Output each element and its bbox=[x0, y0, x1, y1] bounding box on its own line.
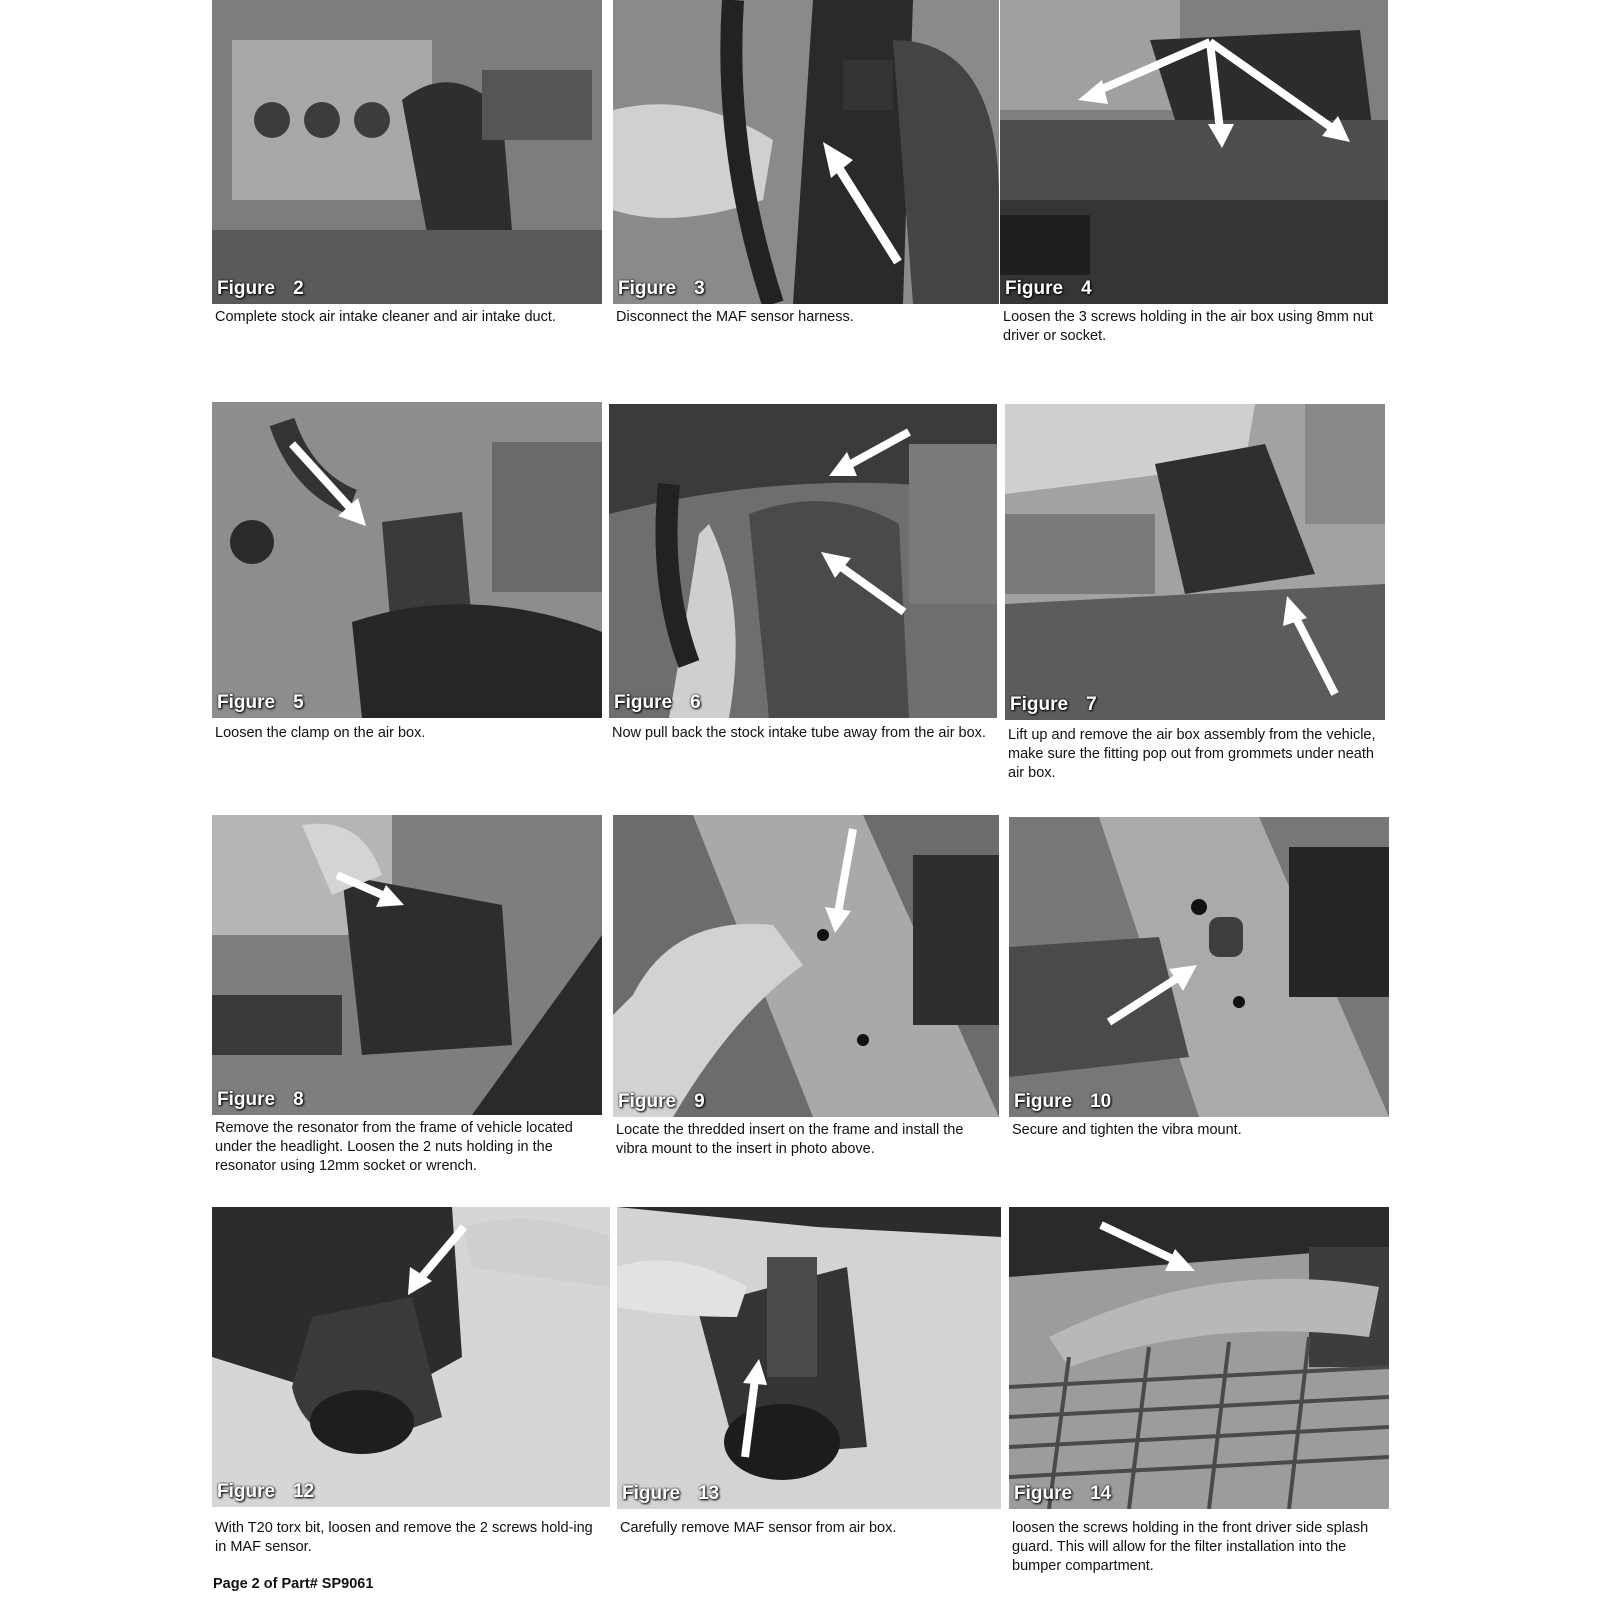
figure-label: Figure bbox=[618, 278, 677, 299]
figure-caption: Loosen the clamp on the air box. bbox=[215, 725, 426, 741]
figure-label: Figure bbox=[1010, 694, 1069, 715]
maf-sensor-photo bbox=[617, 1207, 1001, 1509]
figure-caption: Lift up and remove the air box assembly from the vehicle, make sure the fitting pop out from grommets under neath air box. bbox=[1008, 727, 1376, 781]
figure-number: 7 bbox=[1086, 694, 1097, 715]
figure-label: Figure bbox=[1005, 278, 1064, 299]
air-box-screws-photo bbox=[1000, 0, 1388, 304]
figure-caption: Loosen the 3 screws holding in the air box using 8mm nut driver or socket. bbox=[1003, 309, 1373, 344]
figure-label: Figure bbox=[1014, 1483, 1073, 1504]
figure-number: 14 bbox=[1090, 1483, 1112, 1504]
threaded-insert-photo bbox=[613, 815, 999, 1117]
maf-harness-photo bbox=[613, 0, 999, 304]
figure-number: 12 bbox=[293, 1481, 315, 1502]
figure-label: Figure bbox=[614, 692, 673, 713]
resonator-photo bbox=[212, 815, 602, 1115]
figure-label: Figure bbox=[618, 1091, 677, 1112]
figure-number: 5 bbox=[293, 692, 304, 713]
engine-bay-photo bbox=[212, 0, 602, 304]
figure-number: 3 bbox=[694, 278, 705, 299]
figure-label: Figure bbox=[217, 1481, 276, 1502]
remove-air-box-photo bbox=[1005, 404, 1385, 720]
figure-label: Figure bbox=[1014, 1091, 1073, 1112]
figure-number: 6 bbox=[690, 692, 701, 713]
figure-caption: Disconnect the MAF sensor harness. bbox=[616, 309, 854, 325]
figure-caption: loosen the screws holding in the front driver side splash guard. This will allow for the filter installation into the bumper compartment. bbox=[1012, 1520, 1369, 1574]
figure-label: Figure bbox=[217, 692, 276, 713]
figure-number: 9 bbox=[694, 1091, 705, 1112]
figure-label: Figure bbox=[622, 1483, 681, 1504]
air-box-clamp-photo bbox=[212, 402, 602, 718]
figure-caption: Carefully remove MAF sensor from air box. bbox=[620, 1520, 897, 1536]
torx-screws-photo bbox=[212, 1207, 610, 1507]
figure-number: 4 bbox=[1081, 278, 1092, 299]
figure-caption: Locate the thredded insert on the frame and install the vibra mount to the insert in photo above. bbox=[616, 1122, 964, 1157]
intake-tube-photo bbox=[609, 404, 997, 718]
figure-number: 13 bbox=[698, 1483, 720, 1504]
figure-label: Figure bbox=[217, 1089, 276, 1110]
page-footer: Page 2 of Part# SP9061 bbox=[213, 1576, 374, 1592]
figure-caption: With T20 torx bit, loosen and remove the 2 screws hold-ing in MAF sensor. bbox=[215, 1520, 593, 1555]
figure-caption: Now pull back the stock intake tube away from the air box. bbox=[612, 725, 986, 741]
figure-label: Figure bbox=[217, 278, 276, 299]
figure-number: 10 bbox=[1090, 1091, 1112, 1112]
figure-number: 2 bbox=[293, 278, 304, 299]
figure-caption: Complete stock air intake cleaner and air intake duct. bbox=[215, 309, 556, 325]
figure-caption: Secure and tighten the vibra mount. bbox=[1012, 1122, 1242, 1138]
figure-caption: Remove the resonator from the frame of vehicle located under the headlight. Loosen the 2 nuts holding in the resonator using 12mm socket or wrench. bbox=[215, 1120, 573, 1174]
vibra-mount-photo bbox=[1009, 817, 1389, 1117]
figure-number: 8 bbox=[293, 1089, 304, 1110]
splash-guard-photo bbox=[1009, 1207, 1389, 1509]
